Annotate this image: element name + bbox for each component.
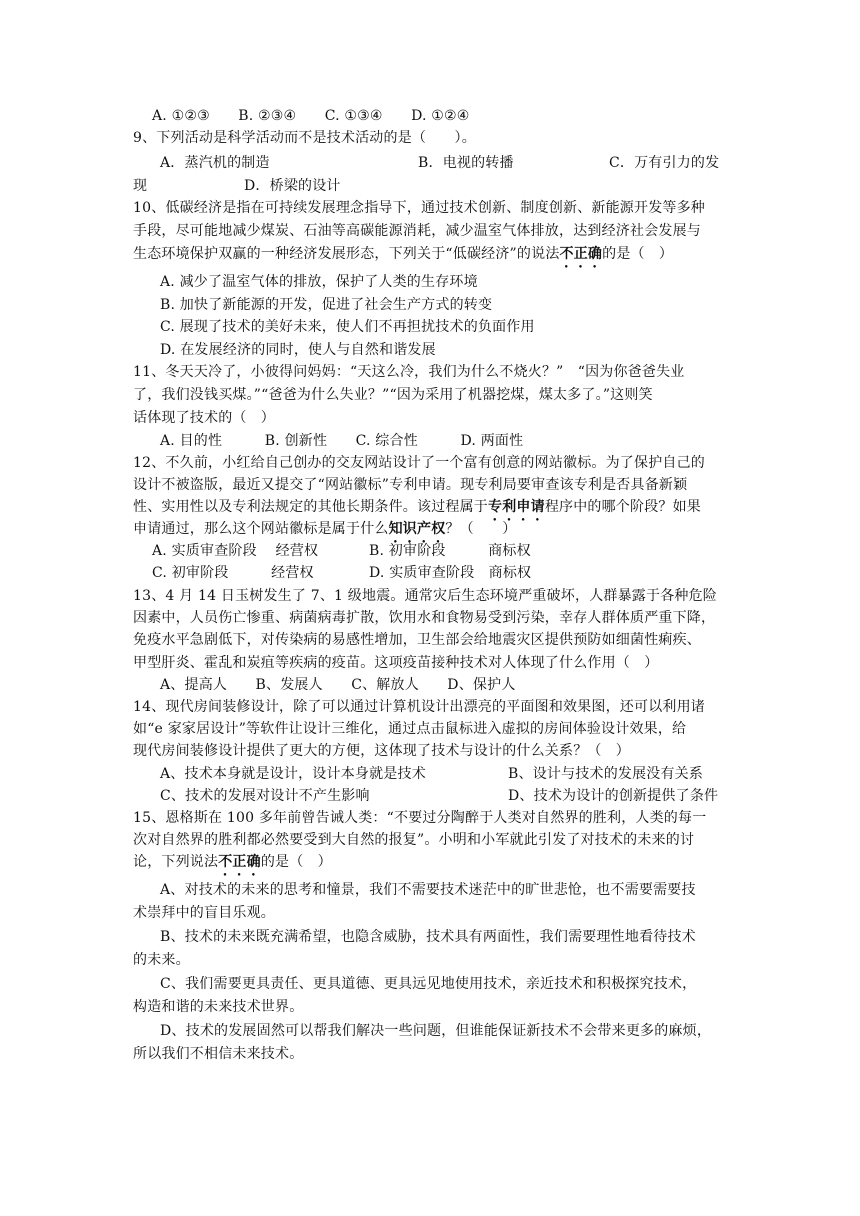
- q10-stem-3: 生态环境保护双赢的一种经济发展形态，下列关于“低碳经济”的说法不正确的是（ ）: [133, 246, 674, 262]
- q9-option-d: D．桥梁的设计: [244, 178, 341, 194]
- q15-option-c-1: C、我们需要更具责任、更具道德、更具远见地使用技术，亲近技术和积极探究技术，: [160, 976, 697, 992]
- q15-stem-2: 次对自然界的胜利都必然要受到大自然的报复”。小明和小军就此引发了对技术的未来的讨: [133, 832, 695, 848]
- q12-option-c: C. 初审阶段 经营权: [152, 565, 314, 581]
- q8-options: A. ①②③ B. ②③④ C. ①③④ D. ①②④: [152, 108, 470, 124]
- q13-options: A、提高人 B、发展人 C、解放人 D、保护人: [160, 677, 516, 693]
- q12-option-a: A. 实质审查阶段 经营权: [152, 543, 319, 559]
- q15-option-d-1: D、技术的发展固然可以帮我们解决一些问题，但谁能保证新技术不会带来更多的麻烦，: [160, 1023, 712, 1039]
- q10-stem-2: 手段，尽可能地减少煤炭、石油等高碳能源消耗，减少温室气体排放，达到经济社会发展与: [133, 223, 701, 239]
- q10-emphasis: 不正确: [559, 246, 603, 262]
- q13-stem-4: 甲型肝炎、霍乱和炭疽等疾病的疫苗。这项疫苗接种技术对人体现了什么作用（ ）: [133, 655, 659, 671]
- q13-stem-1: 13、4 月 14 日玉树发生了 7、1 级地震。通常灾后生态环境严重破坏，人群暴露于各种危险: [133, 588, 717, 604]
- q10-option-c: C. 展现了技术的美好未来，使人们不再担扰技术的负面作用: [160, 319, 535, 335]
- q10-option-a: A. 减少了温室气体的排放，保护了人类的生存环境: [160, 274, 478, 290]
- q15-emphasis: 不正确: [218, 854, 261, 870]
- q15-stem-1: 15、恩格斯在 100 多年前曾告诫人类：“不要过分陶醉于人类对自然界的胜利，人类的每一: [133, 810, 707, 826]
- q15-stem-3: 论，下列说法不正确的是（ ）: [133, 854, 332, 870]
- q10-option-b: B. 加快了新能源的开发，促进了社会生产方式的转变: [160, 297, 493, 313]
- q11-options: A. 目的性 B. 创新性 C. 综合性 D. 两面性: [160, 433, 524, 449]
- q11-stem-3: 话体现了技术的（ ）: [133, 410, 275, 426]
- q13-stem-2: 因素中，人员伤亡惨重、病菌病毒扩散，饮用水和食物易受到污染，幸存人群体质严重下降，: [133, 610, 716, 626]
- q10-option-d: D. 在发展经济的同时，使人与自然和谐发展: [160, 342, 436, 358]
- q15-option-c-2: 构造和谐的未来技术世界。: [133, 999, 304, 1015]
- q15-option-d-2: 所以我们不相信未来技术。: [133, 1046, 304, 1062]
- q12-stem-4: 申请通过，那么这个网站徽标是属于什么知识产权？（ ）: [133, 521, 517, 537]
- q12-option-d: D. 实质审查阶段 商标权: [369, 565, 532, 581]
- q14-option-c: C、技术的发展对设计不产生影响: [160, 788, 370, 804]
- q12-option-b: B. 初审阶段 商标权: [369, 543, 531, 559]
- q15-option-a-2: 术崇拜中的盲目乐观。: [133, 905, 275, 921]
- q12-stem-2: 设计不被盗版，最近又提交了“网站徽标”专利申请。现专利局要审查该专利是否具备新颖: [133, 477, 688, 493]
- q10-stem-1: 10、低碳经济是指在可持续发展理念指导下，通过技术创新、制度创新、新能源开发等多种: [133, 200, 706, 216]
- q15-option-b-2: 的未来。: [133, 952, 190, 968]
- q14-option-b: B、设计与技术的发展没有关系: [508, 766, 704, 782]
- q14-option-d: D、技术为设计的创新提供了条件: [508, 788, 719, 804]
- q14-stem-1: 14、现代房间装修设计，除了可以通过计算机设计出漂亮的平面图和效果图，还可以利用诸: [133, 699, 706, 715]
- q15-option-a-1: A、对技术的未来的思考和憧景，我们不需要技术迷茫中的旷世悲怆，也不需要需要技: [160, 882, 696, 898]
- q9-option-a: A．蒸汽机的制造: [160, 155, 270, 171]
- q12-emphasis-ip: 知识产权: [388, 521, 446, 537]
- q12-stem-3: 性、实用性以及专利法规定的其他长期条件。该过程属于专利申请程序中的哪个阶段？如果: [133, 499, 702, 515]
- q14-stem-3: 现代房间装修设计提供了更大的方便，这体现了技术与设计的什么关系？（ ）: [133, 743, 630, 759]
- q13-stem-3: 免疫水平急剧低下，对传染病的易感性增加，卫生部会给地震灾区提供预防如细菌性痢疾、: [133, 632, 701, 648]
- q15-option-b-1: B、技术的未来既充满希望，也隐含威胁，技术具有两面性，我们需要理性地看待技术: [160, 929, 696, 945]
- q9-stem: 9、下列活动是科学活动而不是技术活动的是（ ）。: [133, 130, 476, 146]
- q12-emphasis-patent: 专利申请: [488, 499, 545, 515]
- q9-option-c: C．万有引力的发: [609, 155, 720, 171]
- q11-stem-2: 了，我们没钱买煤。”“爸爸为什么失业？”“因为采用了机器挖煤，煤太多了。”这则笑: [133, 387, 653, 403]
- q12-stem-1: 12、不久前，小红给自己创办的交友网站设计了一个富有创意的网站徽标。为了保护自己的: [133, 455, 706, 471]
- q9-option-b: B．电视的转播: [418, 155, 514, 171]
- q11-stem-1: 11、冬天天冷了，小彼得问妈妈：“天这么冷，我们为什么不烧火？” “因为你爸爸失业: [133, 364, 685, 380]
- q14-stem-2: 如“e 家家居设计”等软件让设计三维化，通过点击鼠标进入虚拟的房间体验设计效果，给: [133, 721, 687, 737]
- q9-option-c-cont: 现: [133, 178, 148, 194]
- q14-option-a: A、技术本身就是设计，设计本身就是技术: [160, 766, 426, 782]
